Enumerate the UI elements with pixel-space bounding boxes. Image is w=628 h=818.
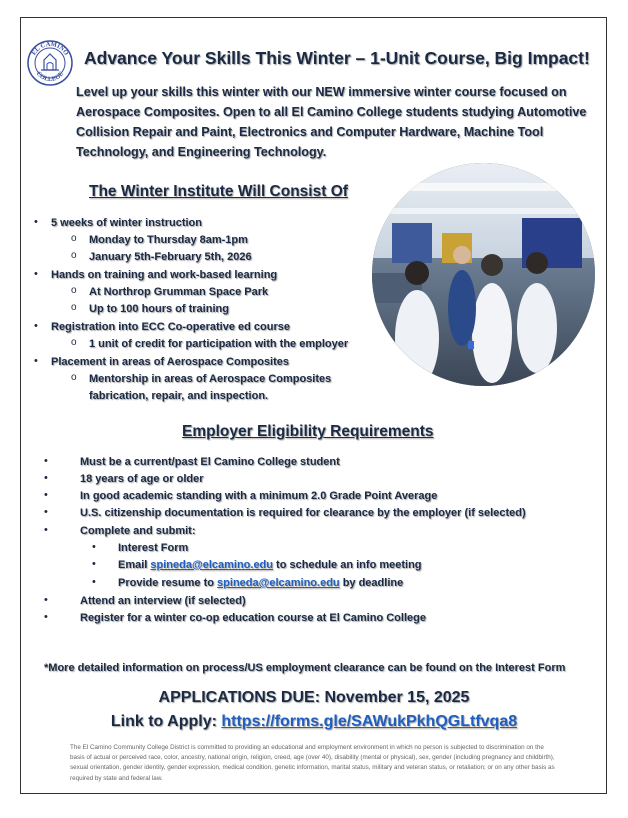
bullet-dot: • — [92, 576, 96, 588]
winter-sub-item: Mentorship in areas of Aerospace Composites — [89, 373, 332, 385]
email-link[interactable]: spineda@elcamino.edu — [150, 559, 273, 571]
winter-sub-item: Up to 100 hours of training — [89, 303, 229, 315]
apply-link[interactable]: https://forms.gle/SAWukPkhQGLtfvqa8 — [221, 713, 518, 730]
email-pre-text: Email — [118, 559, 151, 571]
bullet-dot: • — [34, 216, 38, 228]
bullet-dot: • — [34, 355, 38, 367]
winter-item: Placement in areas of Aerospace Composites — [51, 356, 290, 368]
eligibility-item: U.S. citizenship documentation is required for clearance by the employer (if selected) — [80, 507, 526, 519]
winter-item: 5 weeks of winter instruction — [51, 217, 202, 229]
intro-paragraph: Level up your skills this winter with our NEW immersive winter course focused on Aerospace Composites. Open to all El Camino College students studying Automotive Collision Repair and Paint, Electronics and Computer Hardware, Machine Tool Technology, and Engineering Technology. — [76, 85, 587, 159]
applications-due: APPLICATIONS DUE: November 15, 2025 — [158, 689, 470, 706]
winter-sub-item: Monday to Thursday 8am-1pm — [89, 234, 248, 246]
workshop-photo — [372, 163, 595, 386]
bullet-dot: • — [34, 268, 38, 280]
eligibility-item: Complete and submit: — [80, 525, 196, 537]
winter-sub-item: January 5th-February 5th, 2026 — [89, 251, 252, 263]
nondiscrimination-statement: The El Camino Community College District is committed to providing an educational and employment environment in which no person is subjected to discrimination on the basis of actual or perceived race, color, ancestry, national origin, religion, creed, age (over 40), disability (mental or physical), sex, gender (including pregnancy and childbirth), sexual orientation, gender identity, gender expression, medical condition, genetic information, marital status, military and veteran status, or retaliation; or on any other basis as required by state and federal law. — [70, 744, 555, 782]
eligibility-heading: Employer Eligibility Requirements — [182, 423, 434, 440]
logo-bottom-text: COLLEGE — [34, 70, 66, 84]
bullet-dot: • — [44, 455, 48, 467]
eligibility-sub-item — [118, 577, 403, 589]
resume-post-text: by deadline — [339, 577, 404, 589]
winter-sub-item: 1 unit of credit for participation with the employer — [89, 338, 349, 350]
eligibility-item: 18 years of age or older — [80, 473, 204, 485]
eligibility-item: Register for a winter co-op education course at El Camino College — [80, 612, 426, 624]
interest-form-note: *More detailed information on process/US employment clearance can be found on the Interest Form — [44, 662, 566, 674]
bullet-dot: • — [44, 506, 48, 518]
bullet-dot: • — [44, 489, 48, 501]
resume-pre-text: Provide resume to — [118, 577, 218, 589]
bullet-circle: o — [71, 250, 77, 261]
winter-item: Hands on training and work-based learning — [51, 269, 278, 281]
college-logo — [27, 40, 73, 86]
eligibility-sub-item — [118, 559, 422, 571]
winter-heading: The Winter Institute Will Consist Of — [89, 183, 348, 200]
apply-label: Link to Apply: — [110, 713, 222, 730]
bullet-circle: o — [71, 233, 77, 244]
eligibility-item: Must be a current/past El Camino College student — [80, 456, 340, 468]
bullet-circle: o — [71, 372, 77, 383]
bullet-dot: • — [34, 320, 38, 332]
apply-line — [0, 713, 628, 731]
winter-sub-item: fabrication, repair, and inspection. — [89, 390, 269, 402]
page-title: Advance Your Skills This Winter – 1-Unit Course, Big Impact! — [84, 48, 590, 68]
winter-sub-item: At Northrop Grumman Space Park — [89, 286, 269, 298]
logo-top-text: EL CAMINO — [30, 40, 70, 57]
winter-item: Registration into ECC Co-operative ed course — [51, 321, 290, 333]
bullet-dot: • — [92, 558, 96, 570]
bullet-circle: o — [71, 337, 77, 348]
eligibility-sub-item: Interest Form — [118, 542, 189, 554]
bullet-dot: • — [44, 611, 48, 623]
eligibility-item: In good academic standing with a minimum 2.0 Grade Point Average — [80, 490, 438, 502]
bullet-dot: • — [44, 594, 48, 606]
resume-email-link[interactable]: spineda@elcamino.edu — [217, 577, 340, 589]
bullet-dot: • — [92, 541, 96, 553]
eligibility-item: Attend an interview (if selected) — [80, 595, 246, 607]
bullet-circle: o — [71, 285, 77, 296]
bullet-circle: o — [71, 302, 77, 313]
email-post-text: to schedule an info meeting — [273, 559, 422, 571]
bullet-dot: • — [44, 472, 48, 484]
bullet-dot: • — [44, 524, 48, 536]
